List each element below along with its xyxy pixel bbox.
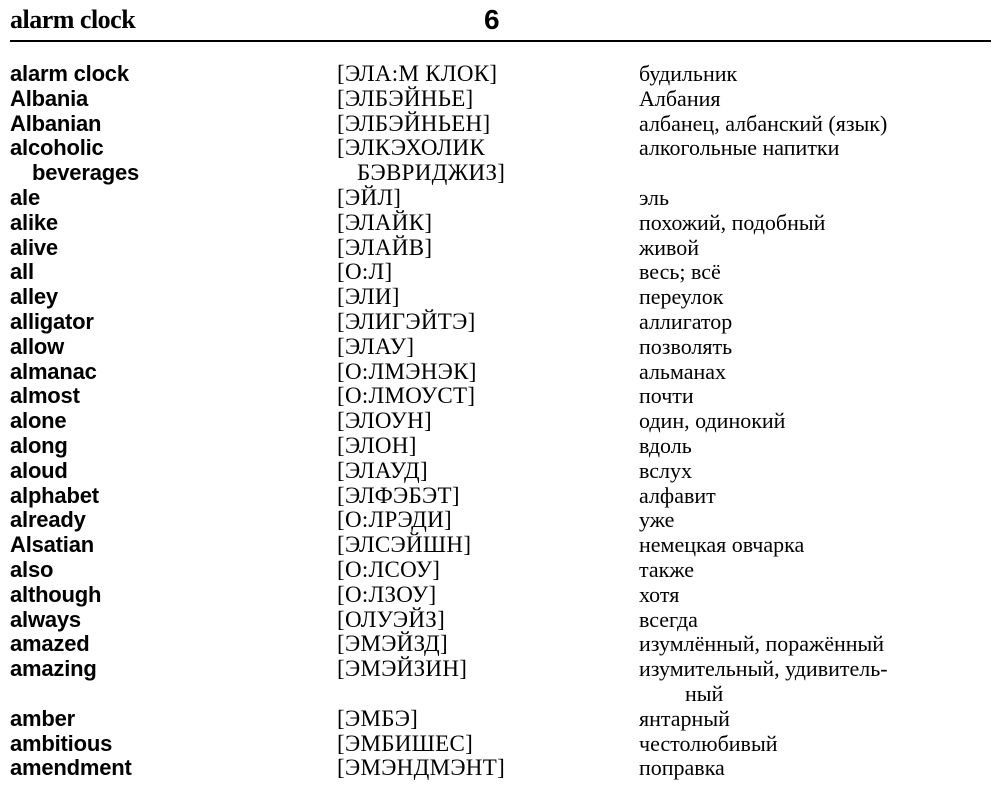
- headword-line: almanac: [10, 358, 97, 384]
- dictionary-entry: [0, 533, 1001, 558]
- transcription: [337, 484, 460, 509]
- transcription: [337, 87, 474, 112]
- translation: [639, 459, 692, 484]
- headword-line: all: [10, 259, 34, 285]
- translation: [639, 285, 723, 310]
- headword: [10, 508, 86, 533]
- translation-line: немецкая овчарка: [639, 532, 805, 558]
- translation: [639, 62, 737, 87]
- dictionary-entry: [0, 508, 1001, 533]
- transcription-line: [ЭЛАЙК]: [337, 209, 433, 235]
- entry-list: [0, 62, 1001, 781]
- translation-line: честолюбивый: [639, 730, 778, 756]
- transcription-line: [ЭМЭЙЗИН]: [337, 656, 468, 682]
- headword: [10, 409, 66, 434]
- translation-line: весь; всё: [639, 259, 721, 285]
- headword-line: amazed: [10, 631, 90, 657]
- transcription: [337, 211, 432, 236]
- headword: [10, 62, 129, 87]
- dictionary-entry: [0, 484, 1001, 509]
- translation-line: изумительный, удивитель-: [639, 656, 888, 682]
- translation-line: один, одинокий: [639, 408, 786, 434]
- translation-line: всегда: [639, 606, 698, 632]
- translation: [639, 236, 699, 261]
- translation: [639, 508, 674, 533]
- transcription: [337, 236, 432, 261]
- transcription: [337, 62, 497, 87]
- transcription: [337, 136, 505, 186]
- transcription-line: [О:ЛРЭДИ]: [337, 507, 452, 533]
- transcription: [337, 533, 471, 558]
- translation: [639, 409, 785, 434]
- transcription: [337, 186, 401, 211]
- headword: [10, 112, 101, 137]
- translation: [639, 310, 732, 335]
- headword: [10, 310, 94, 335]
- headword: [10, 459, 68, 484]
- dictionary-entry: [0, 112, 1001, 137]
- translation-line: позволять: [639, 333, 733, 359]
- headword-line: already: [10, 507, 86, 533]
- guide-word: alarm clock: [10, 5, 136, 34]
- translation: [639, 484, 716, 509]
- translation: [639, 707, 730, 732]
- transcription: [337, 384, 475, 409]
- translation: [639, 434, 692, 459]
- translation-line: эль: [639, 184, 670, 210]
- transcription: [337, 558, 440, 583]
- translation-line: вдоль: [639, 432, 692, 458]
- translation: [639, 360, 726, 385]
- translation: [639, 112, 887, 137]
- translation-line: Албания: [639, 85, 721, 111]
- translation: [639, 136, 839, 161]
- dictionary-entry: [0, 62, 1001, 87]
- headword-line: alley: [10, 284, 58, 310]
- dictionary-entry: [0, 236, 1001, 261]
- dictionary-entry: [0, 459, 1001, 484]
- dictionary-entry: [0, 583, 1001, 608]
- transcription-line: [ЭЛАЙВ]: [337, 234, 433, 260]
- transcription-line: [О:ЛЗОУ]: [337, 581, 437, 607]
- translation-line: альманах: [639, 358, 727, 384]
- transcription: [337, 608, 445, 633]
- dictionary-entry: [0, 558, 1001, 583]
- translation-line: вслух: [639, 457, 693, 483]
- translation-line: алкогольные напитки: [639, 135, 840, 161]
- transcription-line: [О:ЛМЭНЭК]: [337, 358, 477, 384]
- headword-line: beverages: [32, 160, 140, 186]
- transcription-line: [ЭЛАУД]: [337, 457, 428, 483]
- headword-line: amazing: [10, 656, 97, 682]
- translation-line: хотя: [639, 581, 680, 607]
- dictionary-entry: [0, 87, 1001, 112]
- translation-line: живой: [639, 234, 699, 260]
- headword: [10, 533, 94, 558]
- transcription-line: [О:ЛСОУ]: [337, 556, 441, 582]
- headword: [10, 335, 64, 360]
- translation: [639, 384, 694, 409]
- headword-line: also: [10, 556, 54, 582]
- headword-line: along: [10, 432, 68, 458]
- transcription: [337, 112, 490, 137]
- dictionary-entry: [0, 360, 1001, 385]
- transcription: [337, 360, 477, 385]
- headword-line: alone: [10, 408, 67, 434]
- transcription-line: [ЭЛОУН]: [337, 408, 432, 434]
- translation-line: аллигатор: [639, 308, 733, 334]
- dictionary-entry: [0, 707, 1001, 732]
- translation: [639, 533, 804, 558]
- headword: [10, 384, 80, 409]
- headword-line: alive: [10, 234, 58, 260]
- headword-line: Alsatian: [10, 532, 94, 558]
- translation-line: будильник: [639, 61, 738, 86]
- headword-line: alike: [10, 209, 58, 235]
- header-divider: [10, 40, 991, 42]
- translation: [639, 558, 694, 583]
- translation: [639, 732, 778, 757]
- headword-line: alarm clock: [10, 61, 129, 86]
- dictionary-entry: [0, 657, 1001, 707]
- translation: [639, 608, 698, 633]
- translation-line: изумлённый, поражённый: [639, 631, 885, 657]
- dictionary-entry: [0, 310, 1001, 335]
- translation: [639, 756, 725, 781]
- headword-line: although: [10, 581, 102, 607]
- headword: [10, 186, 40, 211]
- translation-line: почти: [639, 383, 694, 409]
- translation: [639, 583, 679, 608]
- transcription-line: [ЭЙЛ]: [337, 184, 402, 210]
- dictionary-entry: [0, 186, 1001, 211]
- dictionary-entry: [0, 756, 1001, 781]
- transcription: [337, 732, 473, 757]
- translation: [639, 260, 721, 285]
- translation: [639, 335, 732, 360]
- headword-line: Albanian: [10, 110, 102, 136]
- translation-line: похожий, подобный: [639, 209, 826, 235]
- headword-line: alcoholic: [10, 135, 104, 161]
- headword-line: ambitious: [10, 730, 113, 756]
- transcription: [337, 508, 452, 533]
- transcription-line: [ЭЛОН]: [337, 432, 417, 458]
- page-number: 6: [484, 4, 500, 35]
- headword: [10, 732, 112, 757]
- dictionary-entry: [0, 285, 1001, 310]
- dictionary-entry: [0, 384, 1001, 409]
- translation-line: переулок: [639, 284, 724, 310]
- dictionary-entry: [0, 608, 1001, 633]
- headword: [10, 756, 132, 781]
- transcription-line: [ЭЛФЭБЭТ]: [337, 482, 460, 508]
- translation-line: также: [639, 556, 695, 582]
- transcription: [337, 335, 414, 360]
- headword: [10, 657, 97, 682]
- dictionary-entry: [0, 211, 1001, 236]
- transcription-line: [ОЛУЭЙЗ]: [337, 606, 446, 632]
- translation: [639, 657, 888, 707]
- translation: [639, 632, 884, 657]
- transcription: [337, 260, 392, 285]
- transcription-line: [ЭЛА:М КЛОК]: [337, 61, 498, 86]
- transcription: [337, 583, 436, 608]
- transcription: [337, 632, 448, 657]
- headword: [10, 136, 139, 186]
- transcription-line: БЭВРИДЖИЗ]: [357, 160, 506, 186]
- dictionary-entry: [0, 632, 1001, 657]
- headword-line: alphabet: [10, 482, 99, 508]
- headword: [10, 434, 68, 459]
- transcription-line: [ЭЛИ]: [337, 284, 400, 310]
- translation-line: янтарный: [639, 705, 730, 731]
- translation-line: уже: [639, 507, 675, 533]
- translation: [639, 87, 721, 112]
- headword: [10, 707, 75, 732]
- headword-line: aloud: [10, 457, 68, 483]
- translation-line: ный: [685, 680, 724, 706]
- headword-line: Albania: [10, 85, 89, 111]
- translation-line: поправка: [639, 755, 725, 781]
- transcription: [337, 657, 467, 682]
- headword: [10, 236, 58, 261]
- headword: [10, 360, 97, 385]
- transcription-line: [ЭМЭНДМЭНТ]: [337, 755, 506, 781]
- headword: [10, 632, 90, 657]
- headword: [10, 608, 81, 633]
- headword: [10, 583, 101, 608]
- translation-line: алфавит: [639, 482, 716, 508]
- transcription-line: [О:ЛМОУСТ]: [337, 383, 476, 409]
- transcription-line: [ЭМБЭ]: [337, 705, 419, 731]
- transcription-line: [ЭМБИШЕС]: [337, 730, 474, 756]
- headword: [10, 87, 88, 112]
- headword-line: always: [10, 606, 81, 632]
- headword-line: allow: [10, 333, 65, 359]
- transcription-line: [ЭЛИГЭЙТЭ]: [337, 308, 476, 334]
- translation: [639, 186, 669, 211]
- headword: [10, 558, 53, 583]
- headword-line: amendment: [10, 755, 132, 781]
- dictionary-entry: [0, 136, 1001, 186]
- transcription-line: [О:Л]: [337, 259, 393, 285]
- dictionary-entry: [0, 409, 1001, 434]
- headword: [10, 211, 58, 236]
- transcription: [337, 707, 418, 732]
- headword: [10, 484, 99, 509]
- transcription-line: [ЭЛКЭХОЛИК: [337, 135, 486, 161]
- headword-line: ale: [10, 184, 40, 210]
- transcription-line: [ЭЛСЭЙШН]: [337, 532, 472, 558]
- headword-line: amber: [10, 705, 76, 731]
- transcription: [337, 459, 428, 484]
- transcription: [337, 310, 476, 335]
- transcription: [337, 756, 505, 781]
- headword: [10, 260, 34, 285]
- dictionary-entry: [0, 434, 1001, 459]
- dictionary-entry: [0, 335, 1001, 360]
- headword: [10, 285, 58, 310]
- dictionary-entry: [0, 732, 1001, 757]
- translation: [639, 211, 825, 236]
- dictionary-entry: [0, 260, 1001, 285]
- transcription: [337, 434, 417, 459]
- translation-line: албанец, албанский (язык): [639, 110, 888, 136]
- transcription: [337, 409, 432, 434]
- transcription: [337, 285, 400, 310]
- headword-line: almost: [10, 383, 80, 409]
- headword-line: alligator: [10, 308, 94, 334]
- transcription-line: [ЭЛБЭЙНЬЕН]: [337, 110, 491, 136]
- transcription-line: [ЭЛАУ]: [337, 333, 415, 359]
- transcription-line: [ЭМЭЙЗД]: [337, 631, 448, 657]
- transcription-line: [ЭЛБЭЙНЬЕ]: [337, 85, 474, 111]
